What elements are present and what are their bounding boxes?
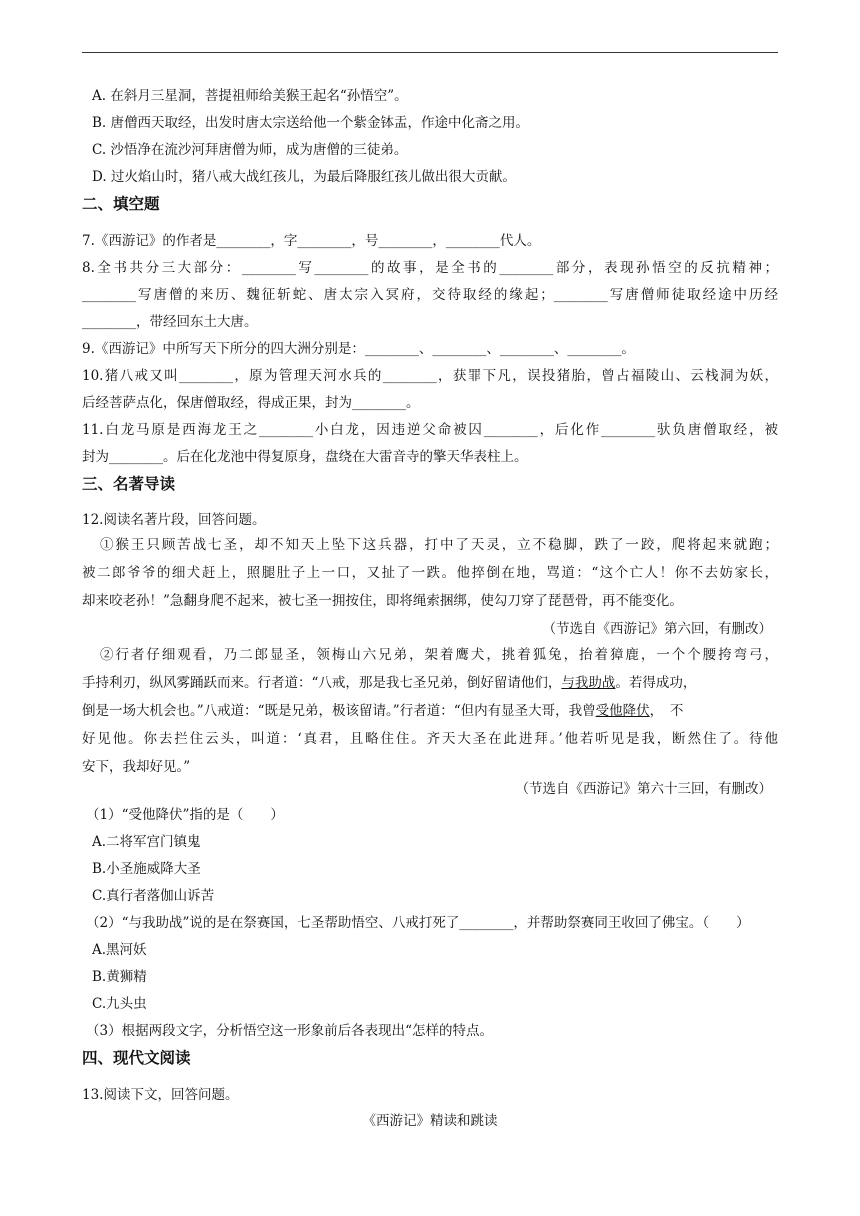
sub-question-1-option: B.小圣施威降大圣 [92, 861, 201, 877]
question-8-line: ________，带经回东土大唐。 [82, 314, 258, 330]
sub-question-3: （3）根据两段文字，分析悟空这一形象前后各表现出“怎样的特点。 [86, 1023, 493, 1039]
question-13-intro: 13.阅读下文，回答问题。 [82, 1087, 239, 1103]
section-title-modern-reading: 四、现代文阅读 [82, 1049, 191, 1067]
passage-1-line: 却来咬老孙！”急翻身爬不起来，被七圣一拥按住，即将绳索捆绑，使勾刀穿了琵琶骨，再不能变化。 [82, 593, 683, 609]
passage-2-line: ②行者仔细观看，乃二郎显圣，领梅山六兄弟，架着鹰犬，挑着狐兔，抬着獐鹿，一个个腰挎弯弓， [100, 647, 778, 663]
question-8-line: 8.全书共分三大部分：________写________的故事，是全书的________部分，表现孙悟空的反抗精神； [82, 260, 778, 276]
sub-question-2-option: A.黑河妖 [92, 942, 147, 958]
question-11-line: 11.白龙马原是西海龙王之________小白龙，因违逆父命被囚________，后化作________驮负唐僧取经，被 [82, 422, 778, 438]
q6-option-c: C. 沙悟净在流沙河拜唐僧为师，成为唐僧的三徒弟。 [92, 142, 408, 158]
sub-question-2-option: C.九头虫 [92, 996, 147, 1012]
question-11-line: 封为________。后在化龙池中得复原身，盘绕在大雷音寺的擎天华表柱上。 [82, 449, 528, 465]
passage-1-source: （节选自《西游记》第六回，有删改） [542, 621, 772, 637]
section-title-classic-reading: 三、名著导读 [82, 475, 176, 493]
sub-question-1-option: C.真行者落伽山诉苦 [92, 888, 215, 904]
section-title-fill-blank: 二、填空题 [82, 195, 160, 213]
question-9: 9.《西游记》中所写天下所分的四大洲分别是：________、________、________、________。 [82, 341, 635, 357]
passage-2-line: 好见他。你去拦住云头，叫道：‘真君，且略住住。齐天大圣在此进拜。’他若听见是我，断然住了。待他 [82, 731, 778, 747]
underlined-phrase: 受他降伏 [595, 703, 650, 719]
passage-1-line: ①猴王只顾苦战七圣，却不知天上坠下这兵器，打中了天灵，立不稳脚，跌了一跤，爬将起来就跑； [100, 537, 778, 553]
question-7: 7.《西游记》的作者是________，字________，号________，________代人。 [82, 233, 541, 249]
question-10-line: 后经菩萨点化，保唐僧取经，得成正果，封为________。 [82, 395, 420, 411]
sub-question-2-option: B.黄狮精 [92, 969, 147, 985]
underlined-phrase: 与我助战 [561, 675, 616, 691]
passage-1-line: 被二郎爷爷的细犬赶上，照腿肚子上一口，又扯了一跌。他捽倒在地，骂道：“这个亡人！你不去妨家长， [82, 565, 778, 581]
q6-option-d: D. 过火焰山时，猪八戒大战红孩儿，为最后降服红孩儿做出很大贡献。 [92, 169, 516, 185]
question-8-line: ________写唐僧的来历、魏征斩蛇、唐太宗入冥府，交待取经的缘起；________写唐僧师徒取经途中历经 [82, 287, 778, 303]
passage-2-line: 倒是一场大机会也。”八戒道：“既是兄弟，极该留请。”行者道：“但内有显圣大哥，我曾受他降伏， 不 [82, 703, 684, 719]
q6-option-a: A. 在斜月三星洞，菩提祖师给美猴王起名“孙悟空”。 [92, 88, 408, 104]
sub-question-1: （1）“受他降伏”指的是（ ） [86, 807, 284, 823]
header-rule [82, 52, 778, 53]
passage-2-source: （节选自《西游记》第六十三回，有删改） [515, 781, 772, 797]
question-10-line: 10.猪八戒又叫________，原为管理天河水兵的________，获罪下凡，误投猪胎，曾占福陵山、云栈洞为妖， [82, 368, 778, 384]
sub-question-1-option: A.二将军宫门镇鬼 [92, 834, 201, 850]
sub-question-2: （2）“与我助战”说的是在祭赛国，七圣帮助悟空、八戒打死了________，并帮助祭赛同王收回了佛宝。（ ） [86, 915, 750, 931]
passage-2-line: 手持利刃，纵风雾踊跃而来。行者道：“八戒，那是我七圣兄弟，倒好留请他们，与我助战。若得成功， [82, 675, 697, 691]
passage-2-line: 安下，我却好见。” [82, 759, 191, 775]
article-title: 《西游记》精读和跳读 [362, 1113, 498, 1129]
q6-option-b: B. 唐僧西天取经，出发时唐太宗送给他一个紫金钵盂，作途中化斋之用。 [92, 115, 530, 131]
question-12-intro: 12.阅读名著片段，回答问题。 [82, 512, 266, 528]
